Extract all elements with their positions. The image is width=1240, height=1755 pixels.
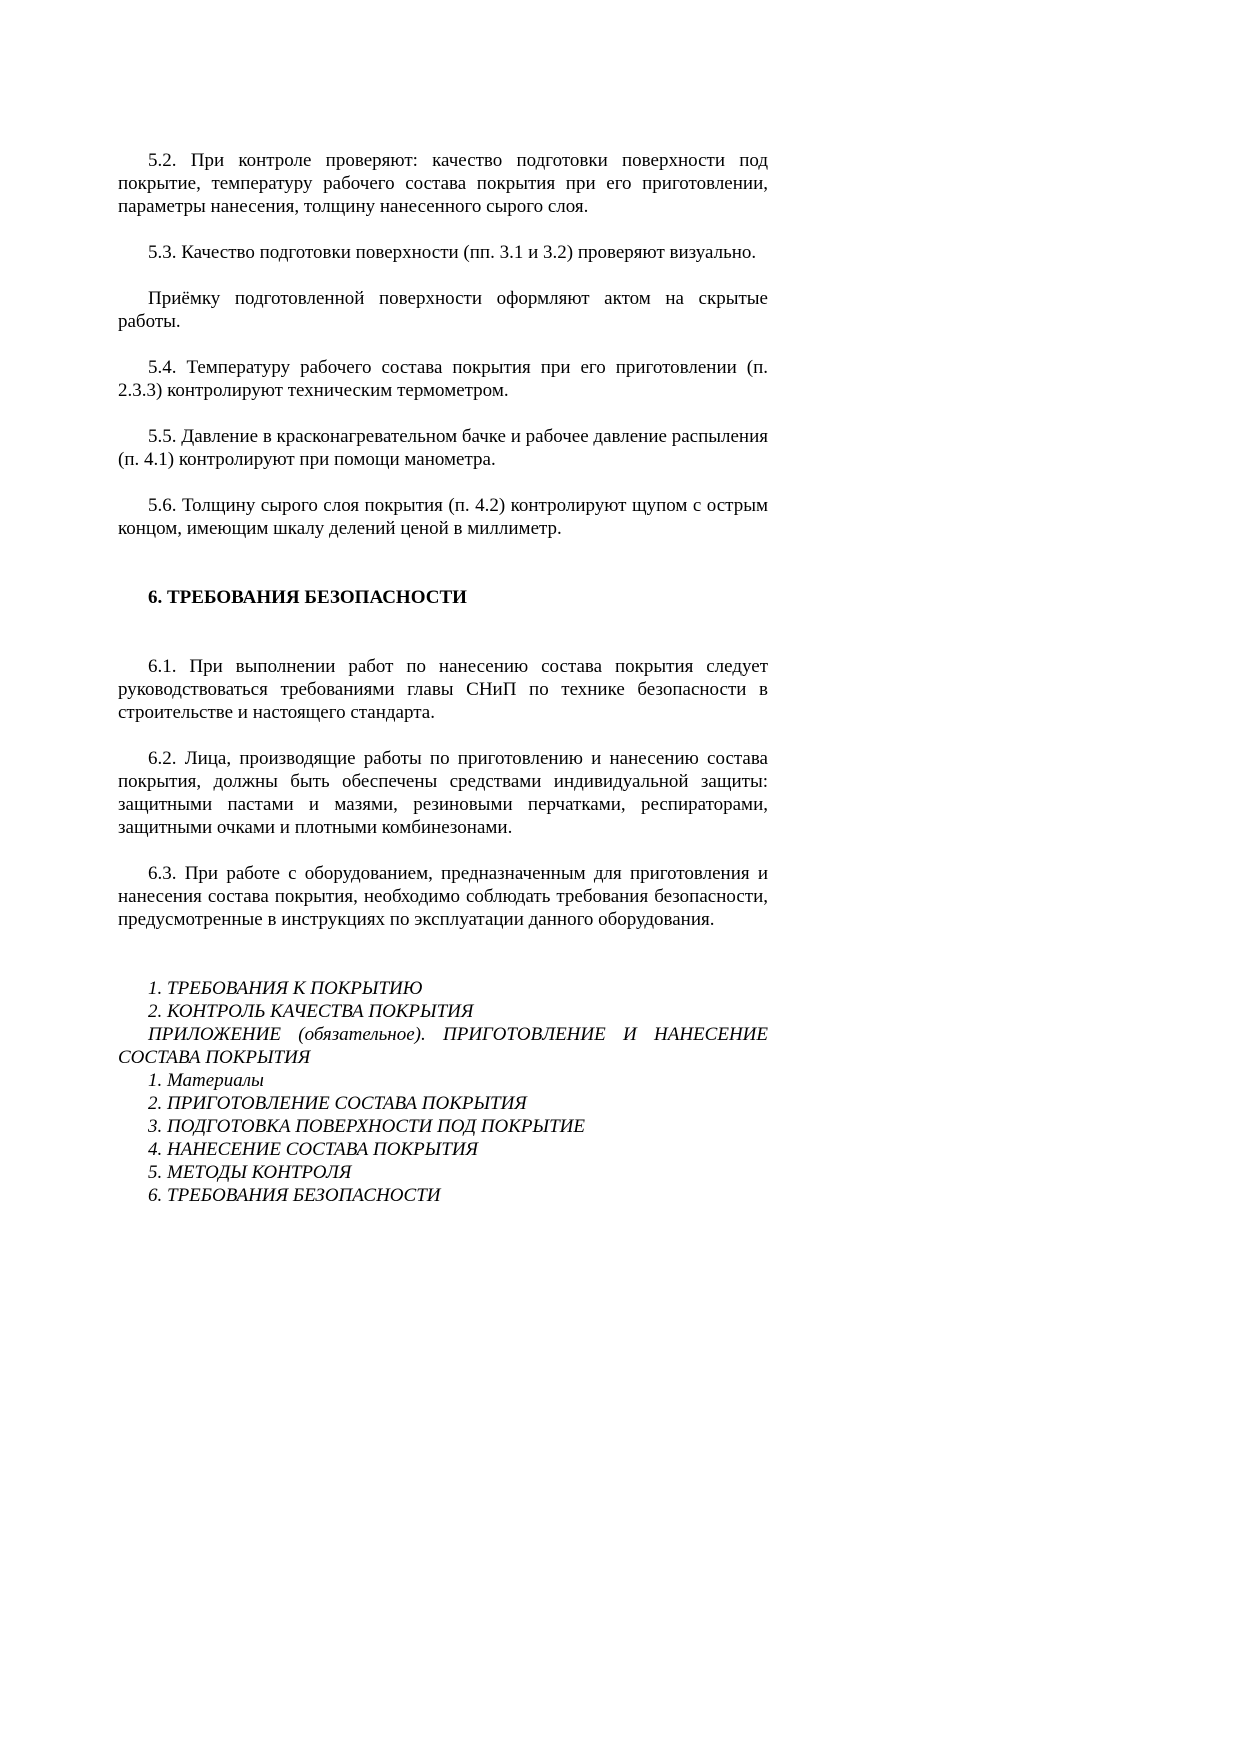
toc-item[interactable]: 5. МЕТОДЫ КОНТРОЛЯ — [148, 1162, 352, 1183]
paragraph-5-4: 5.4. Температуру рабочего состава покрытия при его приготовлении (п. 2.3.3) контролируют техническим термометром. — [118, 357, 768, 401]
paragraph-6-2: 6.2. Лица, производящие работы по приготовлению и нанесению состава покрытия, должны быть обеспечены средствами индивидуальной защиты: защитными пастами и мазями, резиновыми перчатками, респираторами, защитными очками и плотными комбинезонами. — [118, 748, 768, 838]
table-of-contents — [118, 977, 768, 1207]
paragraph-5-3-acceptance: Приёмку подготовленной поверхности оформляют актом на скрытые работы. — [118, 288, 768, 332]
paragraph-6-3: 6.3. При работе с оборудованием, предназначенным для приготовления и нанесения состава покрытия, необходимо соблюдать требования безопасности, предусмотренные в инструкциях по эксплуатации данного оборудования. — [118, 863, 768, 930]
toc-item[interactable]: 2. КОНТРОЛЬ КАЧЕСТВА ПОКРЫТИЯ — [148, 1001, 474, 1022]
toc-item[interactable]: 1. ТРЕБОВАНИЯ К ПОКРЫТИЮ — [148, 978, 423, 999]
toc-item[interactable]: 6. ТРЕБОВАНИЯ БЕЗОПАСНОСТИ — [148, 1185, 441, 1206]
paragraph-5-6: 5.6. Толщину сырого слоя покрытия (п. 4.2) контролируют щупом с острым концом, имеющим шкалу делений ценой в миллиметр. — [118, 495, 768, 539]
paragraph-5-5: 5.5. Давление в красконагревательном бачке и рабочее давление распыления (п. 4.1) контролируют при помощи манометра. — [118, 426, 768, 470]
toc-item[interactable]: ПРИЛОЖЕНИЕ (обязательное). ПРИГОТОВЛЕНИЕ И НАНЕСЕНИЕ СОСТАВА ПОКРЫТИЯ — [118, 1024, 768, 1068]
toc-item[interactable]: 3. ПОДГОТОВКА ПОВЕРХНОСТИ ПОД ПОКРЫТИЕ — [148, 1116, 585, 1137]
toc-item[interactable]: 4. НАНЕСЕНИЕ СОСТАВА ПОКРЫТИЯ — [148, 1139, 479, 1160]
toc-item[interactable]: 2. ПРИГОТОВЛЕНИЕ СОСТАВА ПОКРЫТИЯ — [148, 1093, 527, 1114]
toc-item[interactable]: 1. Материалы — [148, 1070, 264, 1091]
paragraph-6-1: 6.1. При выполнении работ по нанесению состава покрытия следует руководствоваться требованиями главы СНиП по технике безопасности в строительстве и настоящего стандарта. — [118, 656, 768, 723]
section-heading-safety: 6. ТРЕБОВАНИЯ БЕЗОПАСНОСТИ — [148, 587, 467, 608]
paragraph-5-3: 5.3. Качество подготовки поверхности (пп. 3.1 и 3.2) проверяют визуально. — [148, 242, 757, 263]
paragraph-5-2: 5.2. При контроле проверяют: качество подготовки поверхности под покрытие, температуру рабочего состава покрытия при его приготовлении, параметры нанесения, толщину нанесенного сырого слоя. — [118, 150, 768, 217]
document-page — [118, 149, 768, 1207]
